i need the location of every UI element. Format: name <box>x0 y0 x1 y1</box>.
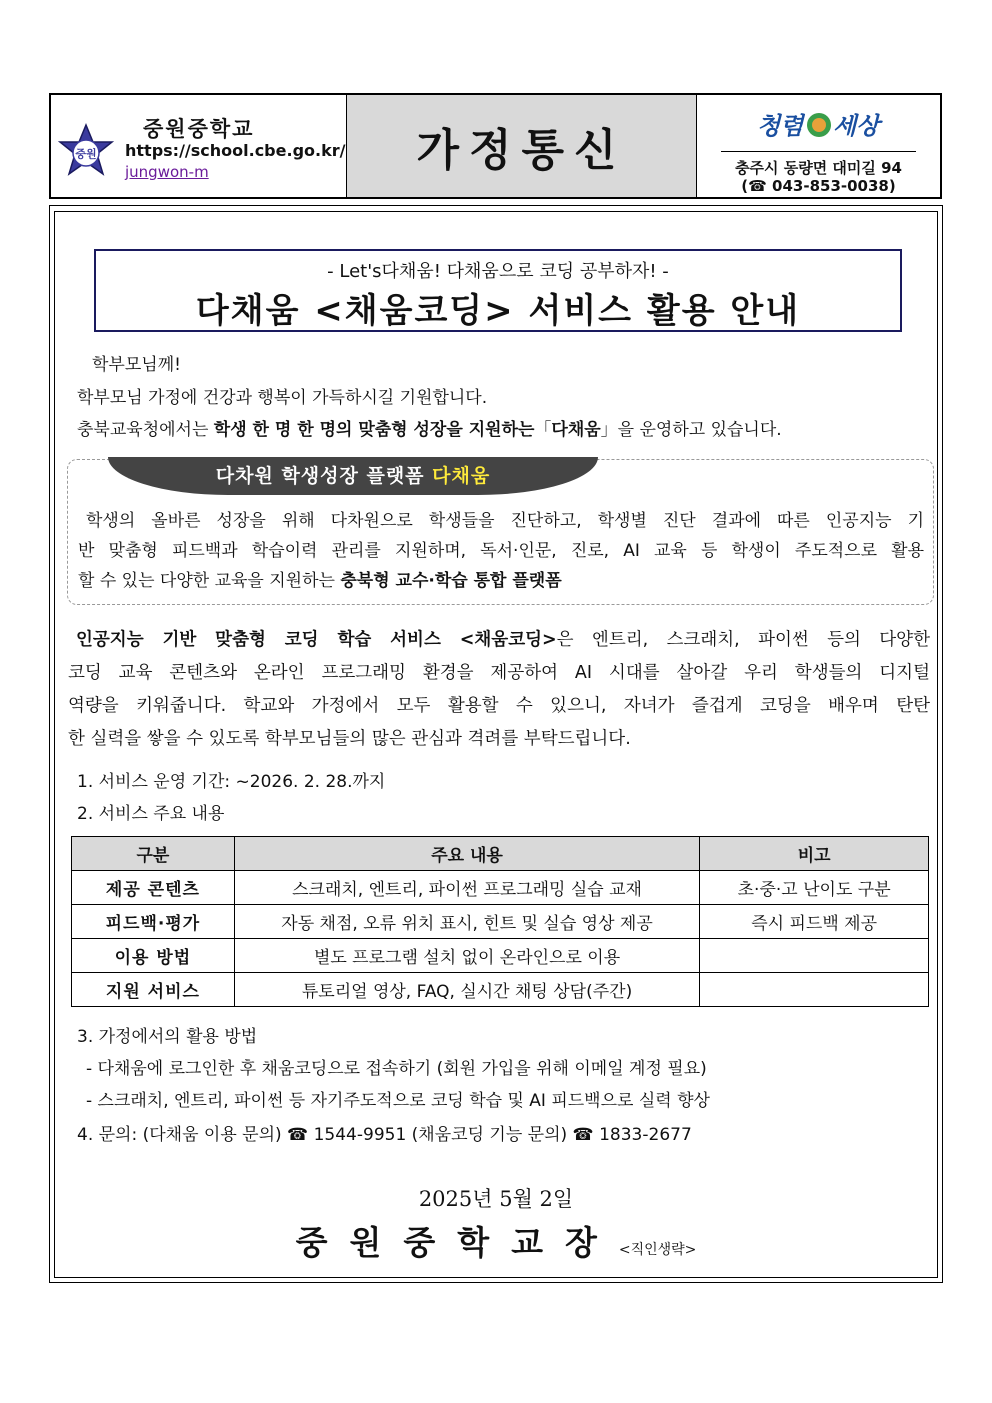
greeting-wish: 학부모님 가정에 건강과 행복이 가득하시길 기원합니다. <box>77 388 488 408</box>
svg-text:청렴: 청렴 <box>757 111 804 140</box>
greeting-intro: 충북교육청에서는 학생 한 명 한 명의 맞춤형 성장을 지원하는「다채움」을 운영하고 있습니다. <box>77 420 782 440</box>
doc-title-cell <box>347 95 697 197</box>
item-3-sub-1: - 다채움에 로그인한 후 채움코딩으로 접속하기 (회원 가입을 위해 이메일 계정 필요) <box>86 1059 707 1079</box>
body-line-1: 인공지능 기반 맞춤형 코딩 학습 서비스 <채움코딩>은 엔트리, 스크래치, 파이썬 등의 다양한 <box>76 630 930 650</box>
row-category: 피드백·평가 <box>72 905 235 939</box>
title-box <box>94 249 902 332</box>
platform-line-2: 반 맞춤형 피드백과 학습이력 관리를 지원하며, 독서·인문, 진로, AI 교육 등 학생이 주도적으로 활용 <box>78 541 924 561</box>
body-line-2: 코딩 교육 콘텐츠와 온라인 프로그래밍 환경을 제공하여 AI 시대를 살아갈 우리 학생들의 디지털 <box>68 663 930 683</box>
school-contact <box>697 95 940 197</box>
contact-divider <box>721 151 916 152</box>
signer-name: 중원중학교장 <box>295 1223 619 1262</box>
body-line-3: 역량을 키워줍니다. 학교와 가정에서 모두 활용할 수 있으니, 자녀가 즐겁게 코딩을 배우며 탄탄 <box>68 696 930 716</box>
item-2: 2. 서비스 주요 내용 <box>77 804 225 824</box>
table-row <box>72 973 929 1007</box>
motto-logo <box>697 103 941 147</box>
header-content: 주요 내용 <box>234 837 699 871</box>
row-category: 제공 콘텐츠 <box>72 871 235 905</box>
header-category: 구분 <box>72 837 235 871</box>
header-note: 비고 <box>700 837 929 871</box>
platform-tab: 다차원 학생성장 플랫폼 다채움 <box>108 457 598 495</box>
body-line-4: 한 실력을 쌓을 수 있도록 학부모님들의 많은 관심과 격려를 부탁드립니다. <box>68 729 631 749</box>
row-content: 튜토리얼 영상, FAQ, 실시간 채팅 상담(주간) <box>234 973 699 1007</box>
table-header-row <box>72 837 929 871</box>
service-table <box>71 836 929 1007</box>
row-note: 즉시 피드백 제공 <box>700 905 929 939</box>
item-3-sub-2: - 스크래치, 엔트리, 파이썬 등 자기주도적으로 코딩 학습 및 AI 피드백으로 실력 향상 <box>86 1091 710 1111</box>
letter-header <box>49 93 942 199</box>
doc-title: 가정통신 <box>416 125 627 176</box>
signer <box>0 1217 992 1264</box>
row-note: 초·중·고 난이도 구분 <box>700 871 929 905</box>
school-info <box>51 95 347 197</box>
school-phone: (☎ 043-853-0038) <box>741 177 896 195</box>
school-logo-icon <box>56 122 116 182</box>
salutation: 학부모님께! <box>92 355 181 375</box>
title-main: 다채움 <채움코딩> 서비스 활용 안내 <box>195 291 801 331</box>
school-name: 중원중학교 <box>143 117 255 141</box>
school-id-link[interactable]: jungwon-m <box>125 163 209 181</box>
row-category: 지원 서비스 <box>72 973 235 1007</box>
letter-date: 2025년 5월 2일 <box>418 1187 574 1211</box>
item-3: 3. 가정에서의 활용 방법 <box>77 1027 258 1047</box>
row-note <box>700 973 929 1007</box>
row-content: 별도 프로그램 설치 없이 온라인으로 이용 <box>234 939 699 973</box>
row-content: 자동 채점, 오류 위치 표시, 힌트 및 실습 영상 제공 <box>234 905 699 939</box>
platform-line-1: 학생의 올바른 성장을 위해 다차원으로 학생들을 진단하고, 학생별 진단 결과에 따른 인공지능 기 <box>86 511 924 531</box>
item-4-contact: 4. 문의: (다채움 이용 문의) ☎ 1544-9951 (채움코딩 기능 문의) ☎ 1833-2677 <box>77 1125 692 1145</box>
table-row <box>72 871 929 905</box>
platform-line-3: 할 수 있는 다양한 교육을 지원하는 충북형 교수·학습 통합 플랫폼 <box>78 571 562 591</box>
svg-text:세상: 세상 <box>833 111 880 140</box>
svg-text:중원: 중원 <box>75 147 97 161</box>
title-subtitle: - Let's다채움! 다채움으로 코딩 공부하자! - <box>327 261 669 282</box>
table-row <box>72 939 929 973</box>
table-row <box>72 905 929 939</box>
seal-note: <직인생략> <box>618 1242 697 1258</box>
row-content: 스크래치, 엔트리, 파이썬 프로그래밍 실습 교재 <box>234 871 699 905</box>
school-url[interactable]: https://school.cbe.go.kr/ <box>125 141 346 160</box>
row-category: 이용 방법 <box>72 939 235 973</box>
row-note <box>700 939 929 973</box>
school-address: 충주시 동량면 대미길 94 <box>735 159 902 177</box>
item-1: 1. 서비스 운영 기간: ~2026. 2. 28.까지 <box>77 772 386 792</box>
